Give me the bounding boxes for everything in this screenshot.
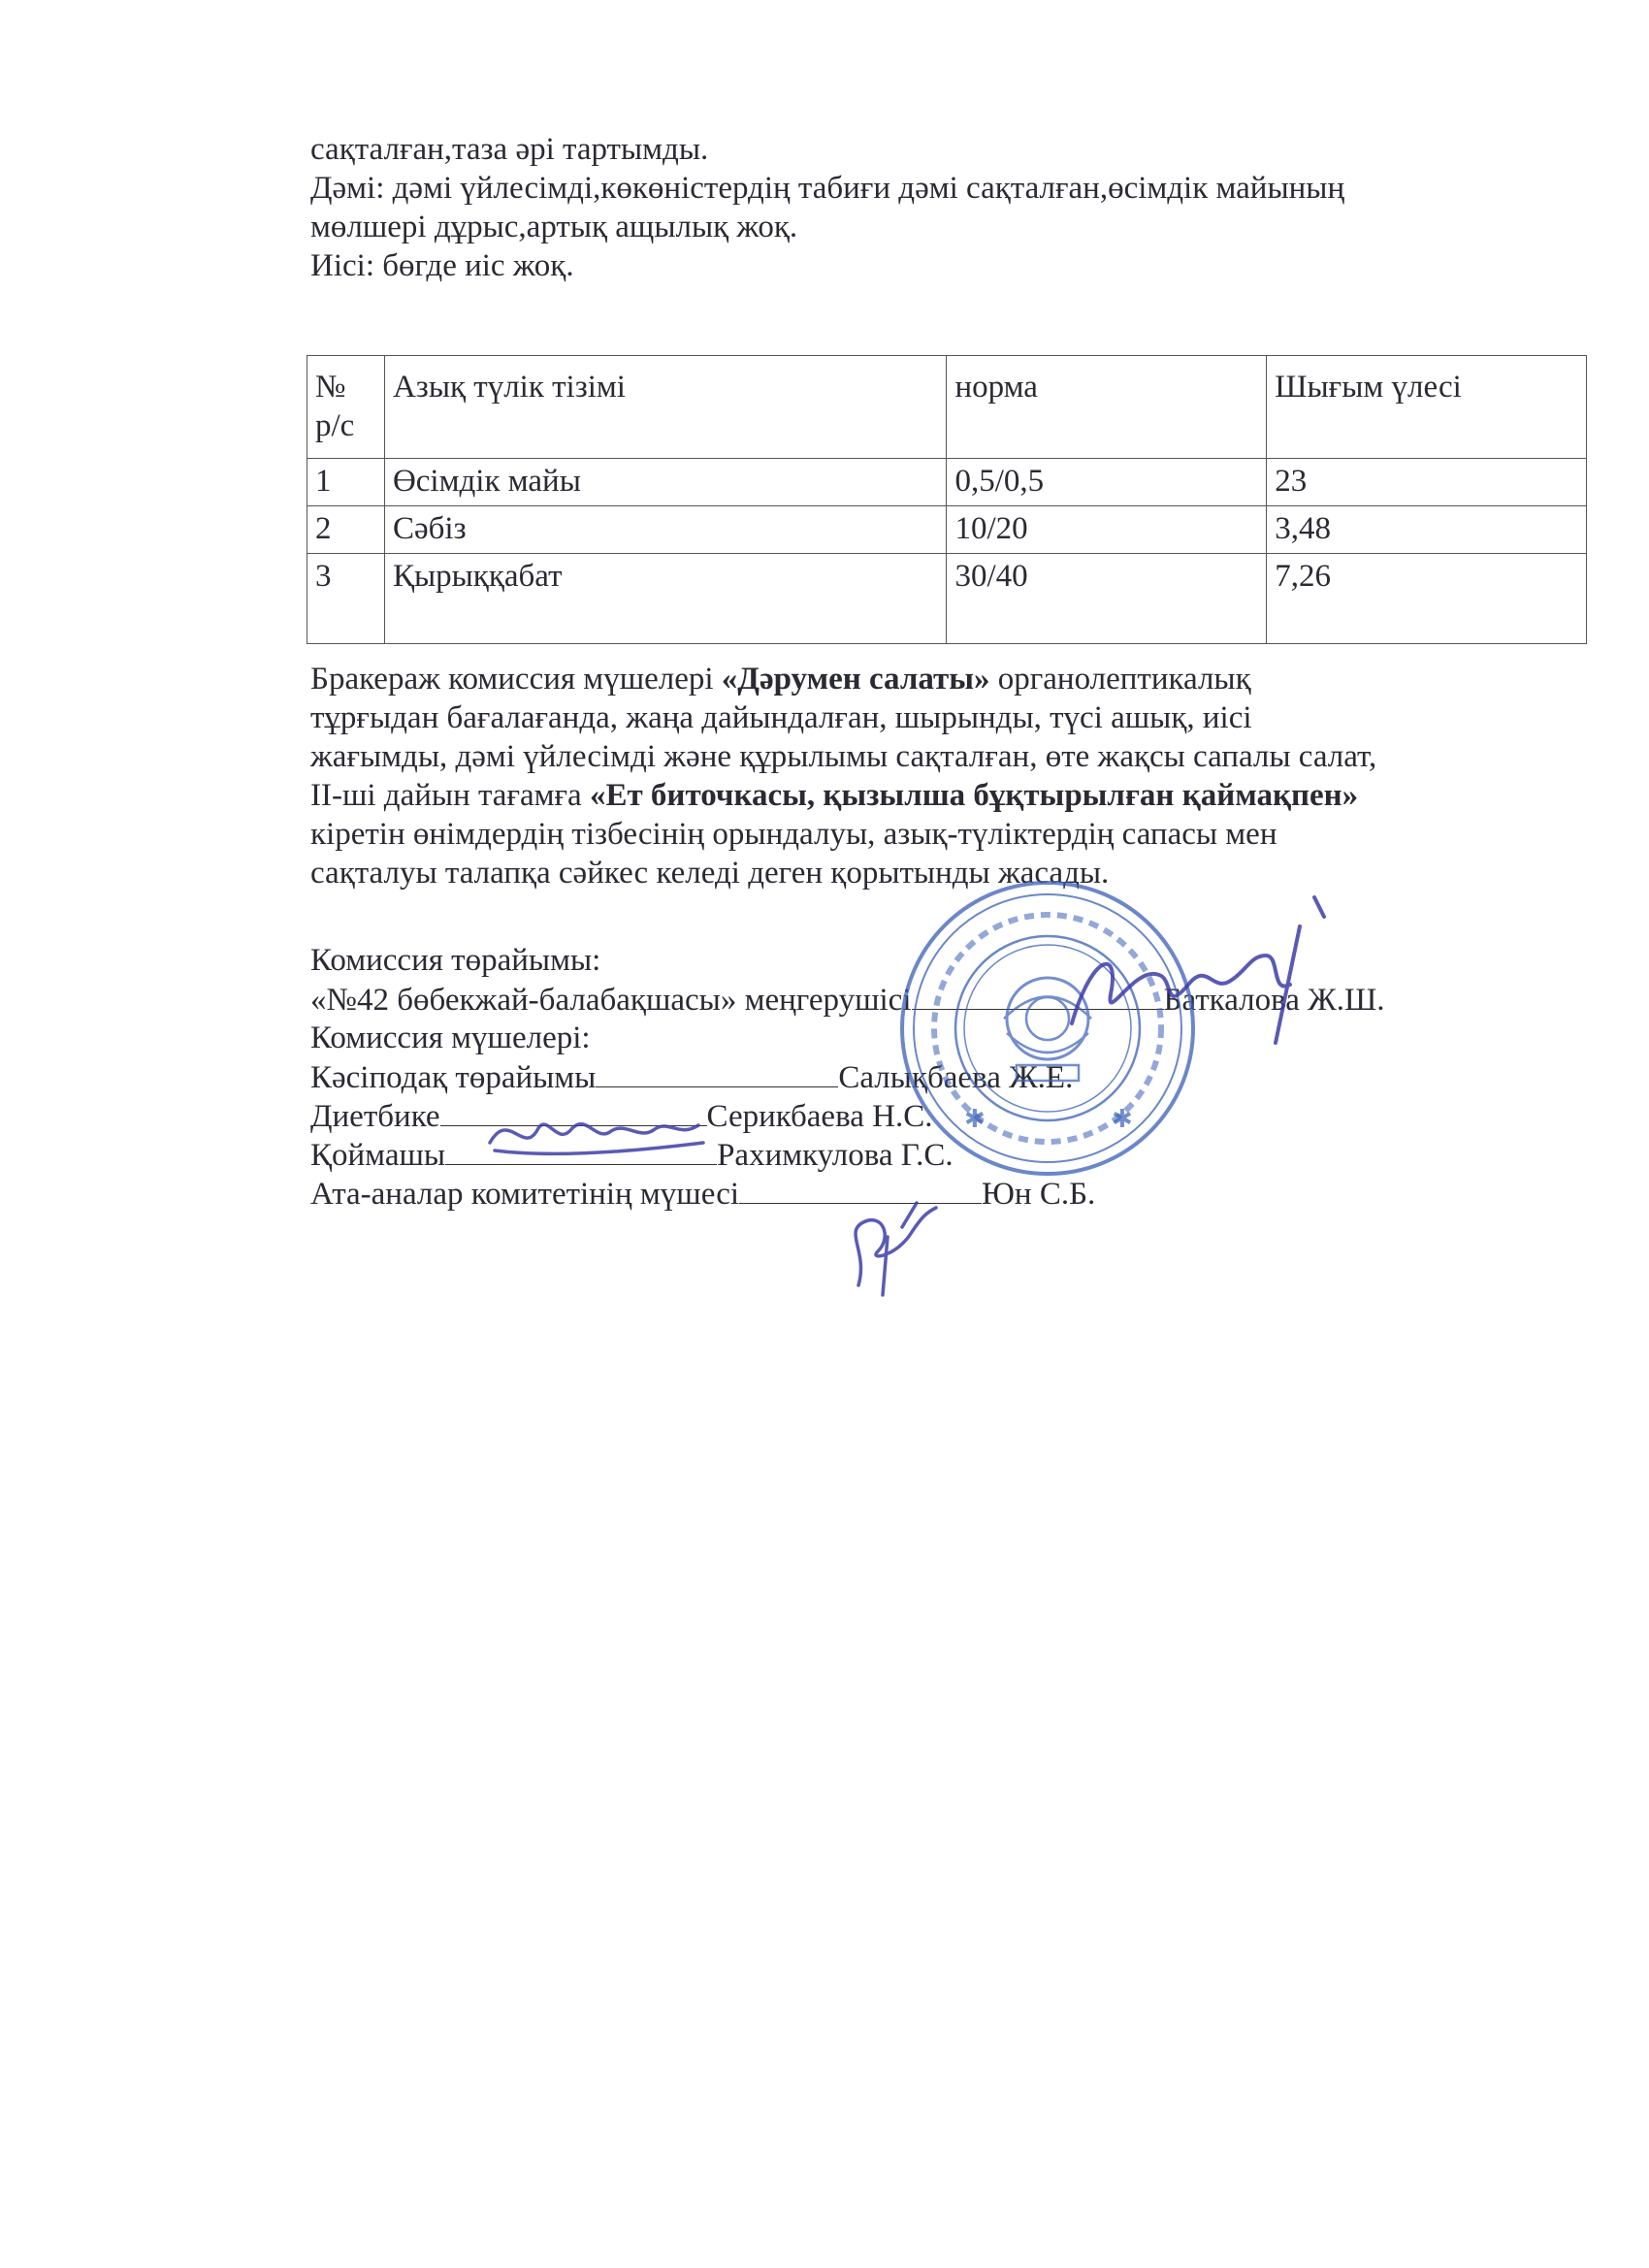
cell-name: Өсімдік майы bbox=[384, 459, 947, 506]
cell-norm: 10/20 bbox=[947, 506, 1267, 554]
svg-text:✱: ✱ bbox=[964, 1104, 986, 1133]
conclusion-line: тұрғыдан бағалағанда, жаңа дайындалған, шырынды, түсі ашық, иісі bbox=[310, 700, 1252, 735]
cell-norm: 0,5/0,5 bbox=[947, 459, 1267, 506]
header-norm: норма bbox=[947, 356, 1267, 459]
header-yield: Шығым үлесі bbox=[1267, 356, 1587, 459]
cell-num: 1 bbox=[307, 459, 385, 506]
member-role: Диетбике bbox=[310, 1099, 440, 1134]
dish-name-salad: «Дәрумен салаты» bbox=[721, 662, 990, 697]
chair-title: Комиссия төрайымы: bbox=[310, 943, 601, 978]
intro-line: Дәмі: дәмі үйлесімді,көкөністердің табиғи дәмі сақталған,өсімдік майының bbox=[310, 171, 1345, 206]
member-signature-line bbox=[310, 1057, 1385, 1096]
member-name: Салықбаева Ж.Е. bbox=[838, 1060, 1074, 1095]
conclusion-text-part: ІІ-ші дайын тағамға bbox=[310, 778, 590, 813]
member-signature-line bbox=[310, 1096, 1385, 1135]
member-name: Серикбаева Н.С. bbox=[706, 1099, 933, 1134]
header-num: № р/с bbox=[307, 356, 385, 459]
conclusion-line bbox=[310, 776, 1600, 815]
conclusion-text-part: Бракераж комиссия мүшелері bbox=[310, 662, 722, 697]
conclusion-text bbox=[310, 660, 1600, 892]
member-signature-line bbox=[310, 1135, 1385, 1174]
table-row bbox=[307, 506, 1587, 554]
table-header-row bbox=[307, 356, 1587, 459]
conclusion-text-part: органолептикалық bbox=[989, 662, 1251, 697]
emblem-icon bbox=[1004, 978, 1091, 1081]
member-role: Ата-аналар комитетінің мүшесі bbox=[310, 1177, 740, 1212]
member-role: Кәсіподақ төрайымы bbox=[310, 1060, 597, 1095]
cell-name: Сәбіз bbox=[384, 506, 947, 554]
intro-line: мөлшері дұрыс,артық ащылық жоқ. bbox=[310, 210, 798, 244]
cell-yield: 3,48 bbox=[1267, 506, 1587, 554]
member-name: Рахимкулова Г.С. bbox=[717, 1138, 954, 1173]
official-seal-stamp bbox=[892, 873, 1203, 1183]
signatures-block bbox=[310, 941, 1385, 1213]
chair-name: Баткалова Ж.Ш. bbox=[1163, 983, 1385, 1018]
intro-text bbox=[310, 130, 1600, 285]
member-name: Юн С.Б. bbox=[982, 1177, 1096, 1212]
chair-signature-line bbox=[310, 980, 1385, 1019]
conclusion-line: кіретін өнімдердің тізбесінің орындалуы, азық-түліктердің сапасы мен bbox=[310, 817, 1277, 852]
dish-name-main: «Ет биточкасы, қызылша бұқтырылған қаймақпен» bbox=[589, 778, 1359, 813]
conclusion-line: сақталуы талапқа сәйкес келеді деген қорытынды жасады. bbox=[310, 856, 1110, 891]
intro-line: сақталған,таза әрі тартымды. bbox=[310, 132, 709, 167]
signature-blank bbox=[596, 1057, 838, 1087]
cell-num: 3 bbox=[307, 554, 385, 644]
cell-yield: 23 bbox=[1267, 459, 1587, 506]
conclusion-line: жағымды, дәмі үйлесімді және құрылымы сақталған, өте жақсы сапалы салат, bbox=[310, 739, 1377, 774]
cell-num: 2 bbox=[307, 506, 385, 554]
intro-line: Иісі: бөгде иіс жоқ. bbox=[310, 248, 574, 283]
members-title: Комиссия мүшелері: bbox=[310, 1021, 591, 1055]
table-row bbox=[307, 554, 1587, 644]
cell-norm: 30/40 bbox=[947, 554, 1267, 644]
signature-blank bbox=[440, 1096, 707, 1126]
signature-blank bbox=[445, 1135, 717, 1165]
table-row bbox=[307, 459, 1587, 506]
svg-text:✱: ✱ bbox=[1112, 1104, 1133, 1133]
header-name: Азық түлік тізімі bbox=[384, 356, 947, 459]
member-signature-line bbox=[310, 1174, 1385, 1213]
products-table bbox=[307, 355, 1587, 644]
cell-name: Қырыққабат bbox=[384, 554, 947, 644]
cell-yield: 7,26 bbox=[1267, 554, 1587, 644]
member-role: Қоймашы bbox=[310, 1138, 446, 1173]
conclusion-line bbox=[310, 660, 1600, 698]
chair-role: «№42 бөбекжай-балабақшасы» меңгерушісі bbox=[310, 983, 912, 1018]
